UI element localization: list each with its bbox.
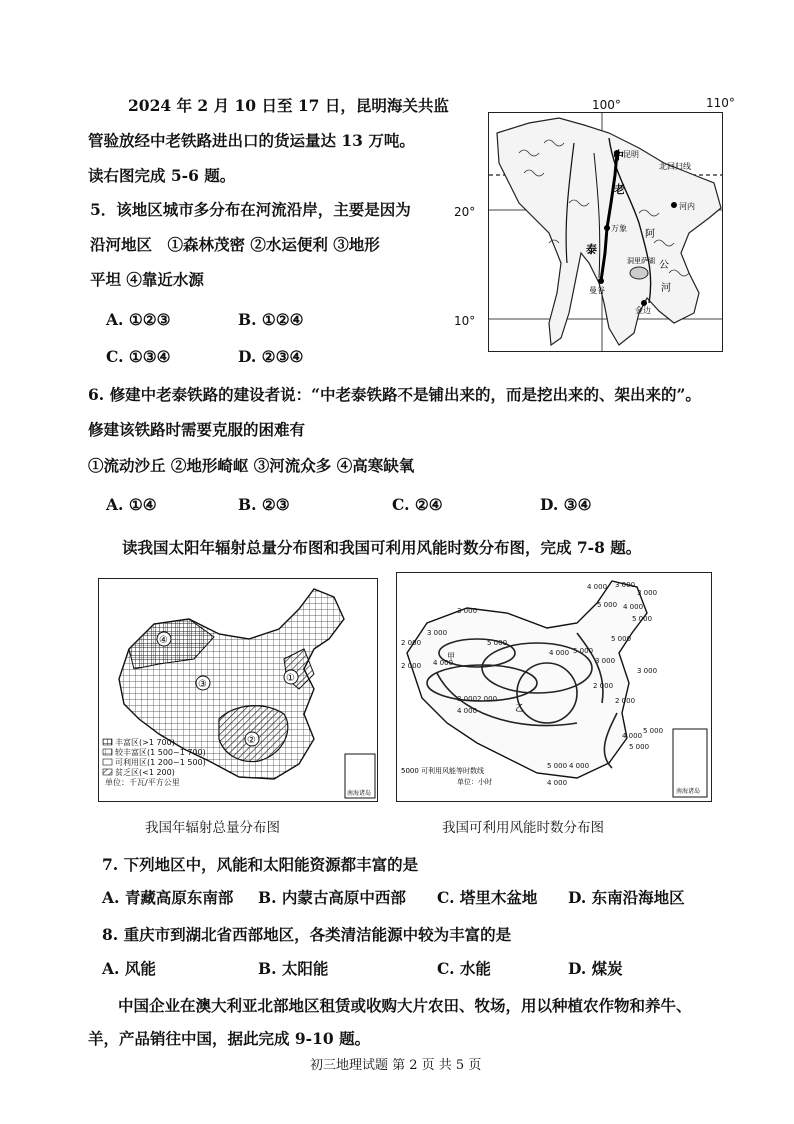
svg-text:3 000: 3 000 — [427, 629, 448, 637]
svg-text:5 000: 5 000 — [611, 635, 632, 643]
page-footer: 初三地理试题 第 2 页 共 5 页 — [310, 1058, 482, 1073]
q6-option-b: B. ②③ — [238, 495, 290, 514]
indochina-map — [488, 112, 723, 352]
svg-text:4 000: 4 000 — [623, 603, 644, 611]
q8-option-c: C. 水能 — [437, 959, 491, 978]
q5-option-c: C. ①③④ — [106, 347, 171, 366]
map1-lat-20: 20° — [454, 205, 476, 219]
q5-option-b: B. ①②④ — [238, 310, 304, 329]
svg-text:2 000: 2 000 — [615, 697, 636, 705]
map1-label-wanxiang: 万象 — [611, 224, 627, 233]
wind-label-jia: 甲 — [447, 652, 455, 661]
q8-option-d: D. 煤炭 — [568, 959, 623, 978]
q5-stem-1: 5．该地区城市多分布在河流沿岸，主要是因为 — [90, 200, 411, 219]
intro-9-10-line-1: 中国企业在澳大利亚北部地区租赁或收购大片农田、牧场，用以种植农作物和养牛、 — [118, 996, 692, 1015]
indochina-map-svg — [489, 113, 722, 351]
map1-label-lao: 老 — [614, 183, 625, 196]
svg-text:3 000: 3 000 — [637, 667, 658, 675]
svg-text:3 000: 3 000 — [457, 695, 478, 703]
svg-text:4 000: 4 000 — [549, 649, 570, 657]
q6-option-a: A. ①④ — [106, 495, 157, 514]
map1-label-he: 河 — [661, 283, 671, 294]
svg-text:4 000: 4 000 — [457, 707, 478, 715]
svg-text:5 000: 5 000 — [487, 639, 508, 647]
solar-region-3: ③ — [198, 679, 207, 690]
wind-legend — [401, 766, 492, 786]
intro-9-10-line-2: 羊，产品销往中国，据此完成 9-10 题。 — [88, 1029, 371, 1048]
q6-option-c: C. ②④ — [392, 495, 443, 514]
intro-line-2: 管验放经中老铁路进出口的货运量达 13 万吨。 — [88, 131, 415, 150]
wind-label-yi: 乙 — [515, 704, 525, 714]
map1-label-ah: 阿 — [645, 229, 655, 240]
q7-stem: 7. 下列地区中，风能和太阳能资源都丰富的是 — [102, 855, 419, 874]
q5-stem-3: 平坦 ④靠近水源 — [90, 270, 204, 289]
solar-region-1: ① — [286, 673, 295, 684]
map1-label-lake: 洞里萨湖 — [627, 257, 655, 265]
svg-text:3 000: 3 000 — [637, 589, 658, 597]
solar-region-4: ④ — [159, 635, 168, 646]
svg-text:5 000: 5 000 — [629, 743, 650, 751]
svg-text:单位：千瓦/平方公里: 单位：千瓦/平方公里 — [105, 778, 180, 787]
vientiane-dot — [604, 225, 610, 231]
map1-label-bangkok: 曼谷 — [589, 286, 605, 295]
q8-option-b: B. 太阳能 — [258, 959, 329, 978]
svg-text:2 000: 2 000 — [593, 682, 614, 690]
hanoi-dot — [671, 202, 677, 208]
q7-option-b: B. 内蒙古高原中西部 — [258, 888, 406, 907]
svg-text:贫乏区(<1 200): 贫乏区(<1 200) — [115, 768, 175, 777]
intro-line-3: 读右图完成 5-6 题。 — [88, 166, 236, 185]
svg-text:较丰富区(1 500~1 700): 较丰富区(1 500~1 700) — [115, 748, 206, 757]
wind-hours-map — [396, 572, 712, 802]
q7-option-c: C. 塔里木盆地 — [437, 888, 538, 907]
svg-text:3 000: 3 000 — [457, 607, 478, 615]
svg-text:4 000: 4 000 — [433, 659, 454, 667]
svg-text:5 000: 5 000 — [632, 615, 653, 623]
map1-lon-110: 110° — [706, 96, 735, 110]
svg-text:2 000: 2 000 — [401, 662, 422, 670]
section-7-8-intro: 读我国太阳年辐射总量分布图和我国可利用风能时数分布图，完成 7-8 题。 — [122, 538, 642, 557]
map1-lat-10: 10° — [454, 314, 476, 328]
q7-option-a: A. 青藏高原东南部 — [102, 888, 234, 907]
svg-text:4 000: 4 000 — [569, 762, 590, 770]
wind-map-caption: 我国可利用风能时数分布图 — [442, 820, 604, 836]
q8-stem: 8. 重庆市到湖北省西部地区，各类清洁能源中较为丰富的是 — [102, 925, 512, 944]
svg-text:5 000: 5 000 — [573, 647, 594, 655]
q7-option-d: D. 东南沿海地区 — [568, 888, 685, 907]
map1-label-zhong: 中 — [613, 149, 624, 162]
q8-option-a: A. 风能 — [102, 959, 156, 978]
q6-stem-1: 6. 修建中老泰铁路的建设者说：“中老泰铁路不是铺出来的，而是挖出来的、架出来的”。 — [88, 385, 701, 404]
solar-inset-label: 南海诸岛 — [347, 790, 372, 797]
map1-label-tropic: 北回归线 — [659, 162, 691, 171]
map1-label-kunming: 昆明 — [623, 150, 639, 159]
svg-text:丰富区(>1 700): 丰富区(>1 700) — [115, 738, 175, 747]
q5-option-d: D. ②③④ — [238, 347, 304, 366]
solar-radiation-map — [98, 578, 378, 802]
q6-stem-2: 修建该铁路时需要克服的困难有 — [88, 420, 306, 439]
wind-map-svg — [397, 573, 711, 801]
svg-text:单位：小时: 单位：小时 — [457, 778, 492, 786]
q5-stem-2: 沿河地区 ①森林茂密 ②水运便利 ③地形 — [90, 235, 380, 254]
svg-text:5 000: 5 000 — [547, 762, 568, 770]
solar-map-caption: 我国年辐射总量分布图 — [145, 820, 280, 836]
svg-text:可利用区(1 200~1 500): 可利用区(1 200~1 500) — [115, 758, 206, 767]
svg-text:2 000: 2 000 — [477, 695, 498, 703]
q5-option-a: A. ①②③ — [106, 310, 171, 329]
svg-text:2 000: 2 000 — [401, 639, 422, 647]
svg-text:4 000: 4 000 — [587, 583, 608, 591]
q6-stem-3: ①流动沙丘 ②地形崎岖 ③河流众多 ④高寒缺氧 — [88, 456, 415, 475]
svg-text:3 000: 3 000 — [615, 581, 636, 589]
svg-text:5000 可利用风能等时数线: 5000 可利用风能等时数线 — [401, 767, 485, 775]
svg-text:3 000: 3 000 — [595, 657, 616, 665]
q6-option-d: D. ③④ — [540, 495, 592, 514]
map1-label-gong: 公 — [659, 260, 669, 271]
wind-inset-label: 南海诸岛 — [676, 788, 701, 795]
bangkok-dot — [598, 278, 604, 284]
map1-label-tai: 泰 — [586, 243, 597, 256]
svg-text:5 000: 5 000 — [643, 727, 664, 735]
svg-text:4 000: 4 000 — [547, 779, 568, 787]
solar-map-svg — [99, 579, 377, 801]
solar-region-2: ② — [247, 735, 256, 746]
map1-label-hanoi: 河内 — [679, 202, 695, 211]
intro-line-1: 2024 年 2 月 10 日至 17 日，昆明海关共监 — [128, 96, 449, 115]
svg-text:4 000: 4 000 — [622, 732, 643, 740]
svg-text:5 000: 5 000 — [597, 601, 618, 609]
map1-lon-100: 100° — [592, 98, 621, 112]
map1-label-jin: 金边 — [635, 306, 651, 315]
